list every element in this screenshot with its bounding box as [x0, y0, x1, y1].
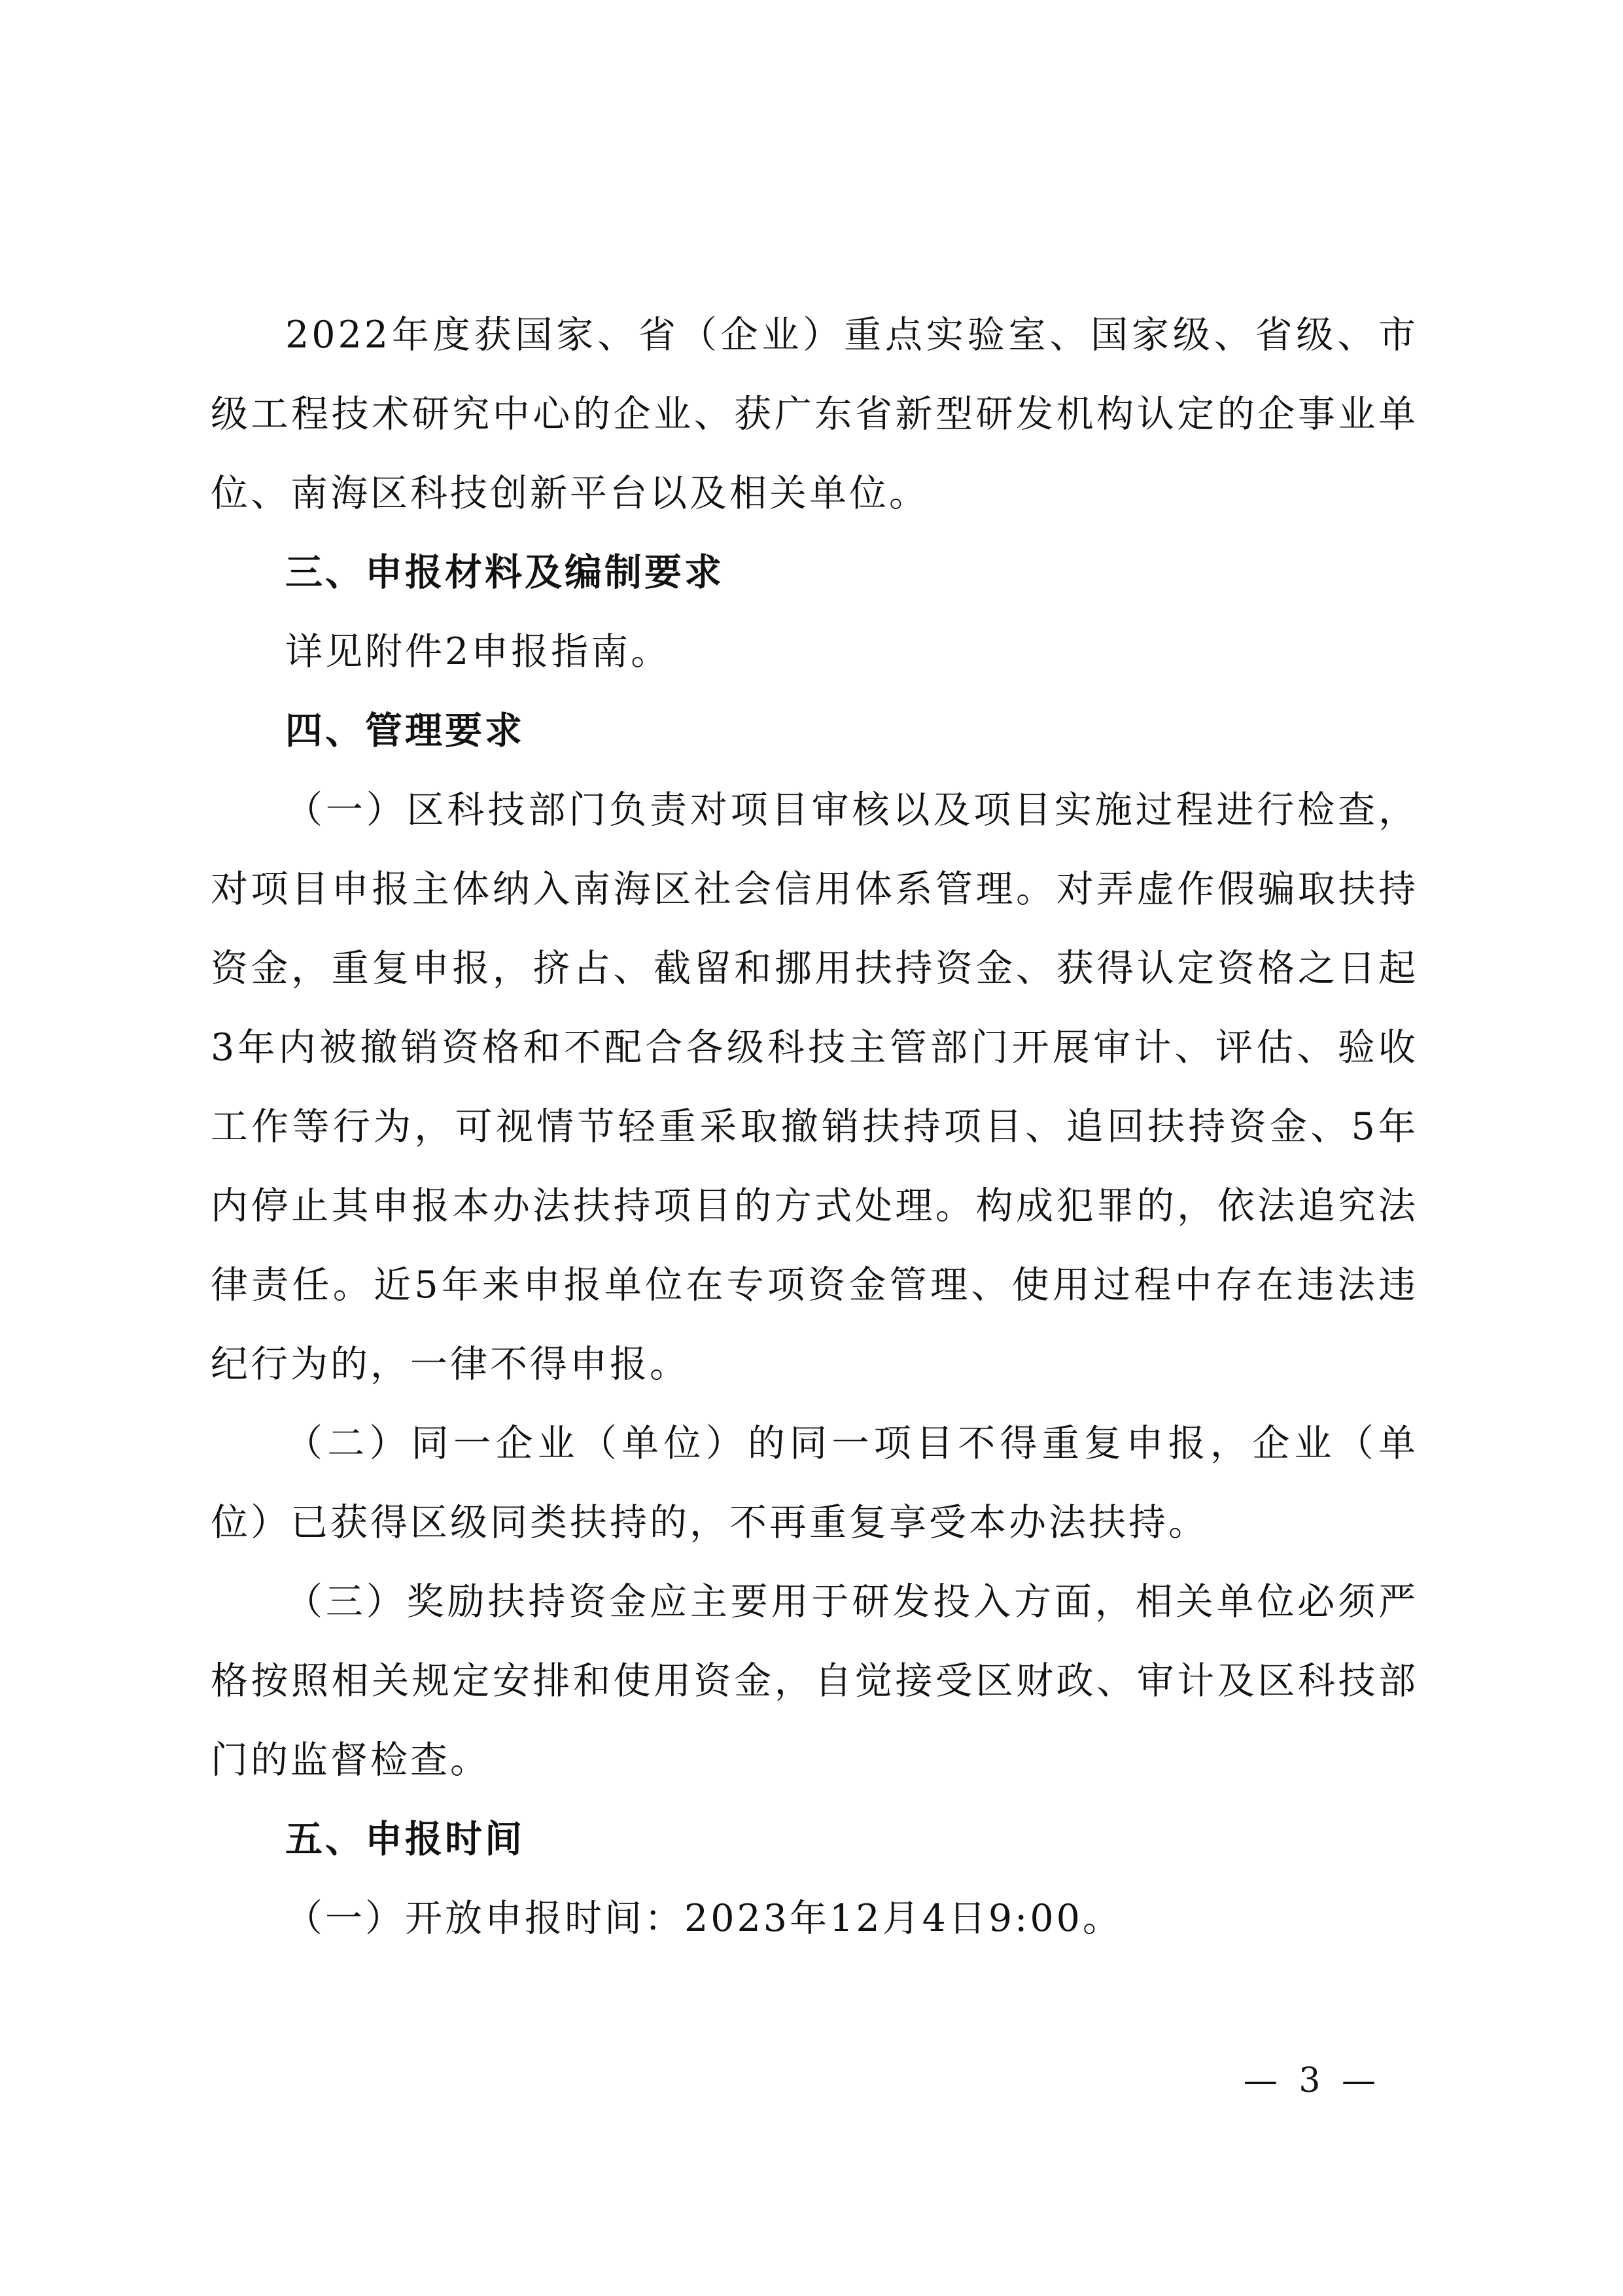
paragraph-open-time: （一）开放申报时间：2023年12月4日9:00。: [285, 1897, 1123, 1940]
section-heading-5: 五、申报时间: [285, 1818, 525, 1861]
paragraph-management-2: （二）同一企业（单位）的同一项目不得重复申报，企业（单位）已获得区级同类扶持的，不再重复享受本办法扶持。: [211, 1422, 1418, 1544]
paragraph-see-attachment: 详见附件2申报指南。: [285, 630, 671, 673]
paragraph-management-1: （一）区科技部门负责对项目审核以及项目实施过程进行检查，对项目申报主体纳入南海区社会信用体系管理。对弄虚作假骗取扶持资金，重复申报，挤占、截留和挪用扶持资金、获得认定资格之日起3年内被撤销资格和不配合各级科技主管部门开展审计、评估、验收工作等行为，可视情节轻重采取撤销扶持项目、追回扶持资金、5年内停止其申报本办法扶持项目的方式处理。构成犯罪的，依法追究法律责任。近5年来申报单位在专项资金管理、使用过程中存在违法违纪行为的，一律不得申报。: [211, 788, 1418, 1386]
paragraph-management-3: （三）奖励扶持资金应主要用于研发投入方面，相关单位必须严格按照相关规定安排和使用资金，自觉接受区财政、审计及区科技部门的监督检查。: [211, 1580, 1418, 1782]
page-number: — 3 —: [1243, 2061, 1381, 2100]
section-heading-3: 三、申报材料及编制要求: [285, 551, 724, 594]
section-heading-4: 四、管理要求: [285, 709, 525, 752]
paragraph-eligible-units: 2022年度获国家、省（企业）重点实验室、国家级、省级、市级工程技术研究中心的企业、获广东省新型研发机构认定的企事业单位、南海区科技创新平台以及相关单位。: [211, 313, 1418, 515]
document-body: [211, 296, 1418, 1958]
